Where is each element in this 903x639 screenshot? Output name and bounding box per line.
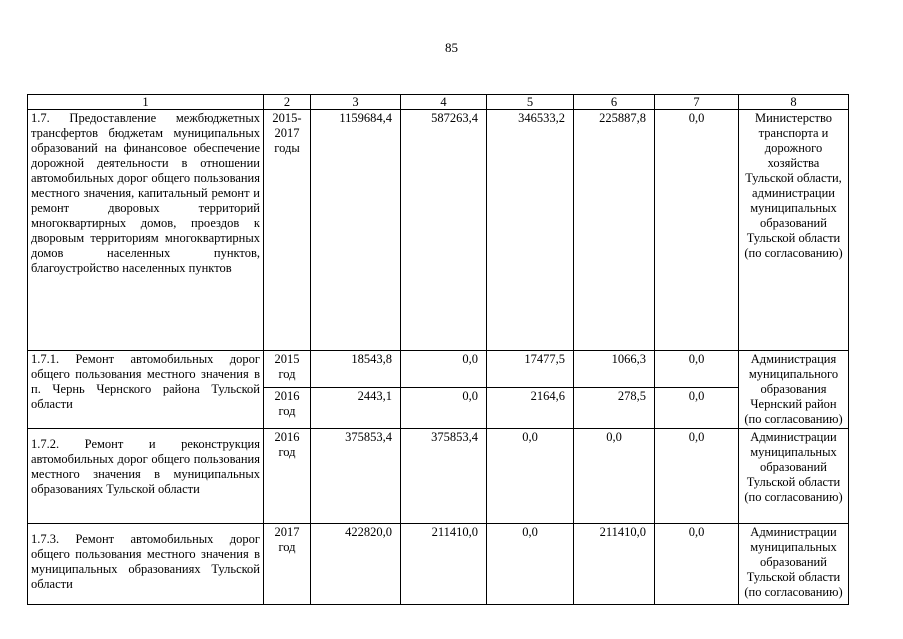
row-period: 2016 год [264, 429, 311, 524]
row-col7: 0,0 [655, 524, 739, 605]
row-total: 2443,1 [311, 388, 401, 429]
header-cell: 3 [311, 95, 401, 110]
row-description: 1.7.3. Ремонт автомобильных дорог общего пользования местного значения в муниципальных образованиях Тульской области [28, 524, 264, 605]
row-col6: 1066,3 [574, 351, 655, 388]
row-executor: Администрации муниципальных образований Тульской области (по согласованию) [739, 524, 849, 605]
row-col7: 0,0 [655, 351, 739, 388]
row-col4: 211410,0 [401, 524, 487, 605]
page-number: 85 [445, 40, 458, 55]
row-description: 1.7. Предоставление межбюджетных трансфертов бюджетам муниципальных образований на финансовое обеспечение дорожной деятельности в отношении автомобильных дорог общего пользования местного значения, капитальный ремонт и ремонт дворовых территорий многоквартирных домов, проездов к дворовым территориям многоквартирных домов населенных пунктов, благоустройство населенных пунктов [28, 110, 264, 351]
row-col6: 278,5 [574, 388, 655, 429]
row-description: 1.7.2. Ремонт и реконструкция автомобильных дорог общего пользования местного значения в муниципальных образованиях Тульской области [28, 429, 264, 524]
row-col5: 17477,5 [487, 351, 574, 388]
row-col4: 587263,4 [401, 110, 487, 351]
table-header-row [28, 95, 849, 110]
row-period: 2015-2017 годы [264, 110, 311, 351]
row-col7: 0,0 [655, 429, 739, 524]
row-col4: 375853,4 [401, 429, 487, 524]
row-col6: 0,0 [574, 429, 655, 524]
header-cell: 5 [487, 95, 574, 110]
row-executor: Министерство транспорта и дорожного хозяйства Тульской области, администрации муниципальных образований Тульской области (по согласованию) [739, 110, 849, 351]
row-period: 2015 год [264, 351, 311, 388]
row-col7: 0,0 [655, 388, 739, 429]
row-executor: Администрации муниципальных образований Тульской области (по согласованию) [739, 429, 849, 524]
row-col5: 2164,6 [487, 388, 574, 429]
row-total: 18543,8 [311, 351, 401, 388]
header-cell: 4 [401, 95, 487, 110]
row-col4: 0,0 [401, 351, 487, 388]
row-col5: 0,0 [487, 429, 574, 524]
row-col7: 0,0 [655, 110, 739, 351]
row-col5: 346533,2 [487, 110, 574, 351]
row-col4: 0,0 [401, 388, 487, 429]
header-cell: 1 [28, 95, 264, 110]
row-total: 375853,4 [311, 429, 401, 524]
header-cell: 7 [655, 95, 739, 110]
row-executor: Администрация муниципального образования Чернский район (по согласованию) [739, 351, 849, 429]
budget-table [27, 94, 849, 605]
row-col6: 211410,0 [574, 524, 655, 605]
table-row [28, 110, 849, 351]
header-cell: 6 [574, 95, 655, 110]
table-row [28, 524, 849, 605]
header-cell: 2 [264, 95, 311, 110]
row-col5: 0,0 [487, 524, 574, 605]
row-description: 1.7.1. Ремонт автомобильных дорог общего пользования местного значения в п. Чернь Чернского района Тульской области [28, 351, 264, 429]
table-row [28, 351, 849, 388]
row-col6: 225887,8 [574, 110, 655, 351]
row-total: 1159684,4 [311, 110, 401, 351]
row-total: 422820,0 [311, 524, 401, 605]
row-period: 2016 год [264, 388, 311, 429]
table-row [28, 429, 849, 524]
row-period: 2017 год [264, 524, 311, 605]
header-cell: 8 [739, 95, 849, 110]
